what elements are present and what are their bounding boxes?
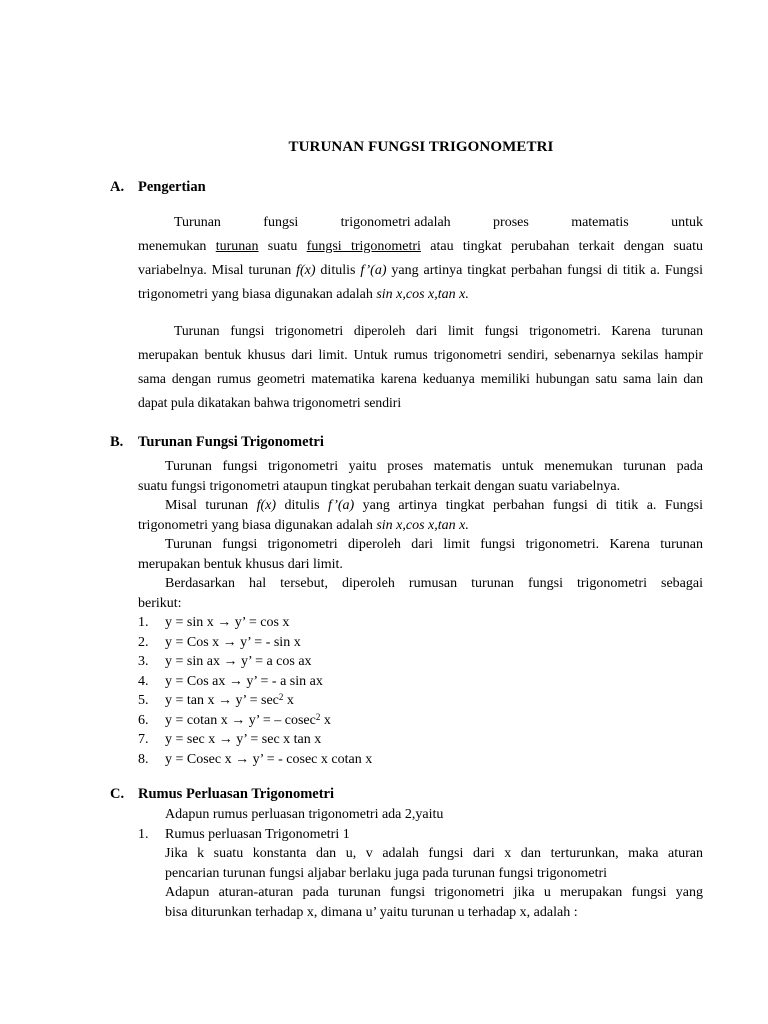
paragraph-line: trigonometri yang biasa digunakan adalah sin x,cos x,tan x.: [138, 517, 469, 533]
paragraph-line: berikut:: [138, 595, 182, 611]
paragraph-line: pencarian turunan fungsi aljabar berlaku juga pada turunan fungsi trigonometri: [165, 865, 608, 881]
link-turunan[interactable]: turunan: [215, 239, 259, 254]
section-c-letter: C.: [110, 786, 125, 802]
paragraph-line: bisa diturunkan terhadap x, dimana u’ yaitu turunan u terhadap x, adalah :: [165, 904, 578, 920]
document-title: TURUNAN FUNGSI TRIGONOMETRI: [288, 139, 554, 155]
paragraph-line: suatu fungsi trigonometri ataupun tingkat perubahan terkait dengan suatu variabelnya.: [138, 478, 621, 494]
paragraph-line: Turunan fungsi trigonometri adalah proses matematis untuk: [174, 215, 703, 230]
section-a-title: Pengertian: [138, 179, 206, 195]
section-a-paragraph-1: [138, 211, 703, 307]
section-b-letter: B.: [110, 434, 124, 450]
paragraph-line: Jika k suatu konstanta dan u, v adalah fungsi dari x dan terturunkan, maka aturan: [165, 846, 703, 861]
section-c-heading: [110, 786, 334, 803]
section-a-letter: A.: [110, 179, 125, 195]
paragraph-line: trigonometri yang biasa digunakan adalah sin x,cos x,tan x.: [138, 287, 469, 302]
paragraph-line: Adapun aturan-aturan pada turunan fungsi trigonometri jika u merupakan fungsi yang: [165, 885, 703, 900]
paragraph-line: Misal turunan f(x) ditulis f’(a) yang artinya tingkat perbahan fungsi di titik a. Fungsi: [165, 498, 704, 513]
paragraph-line: Turunan fungsi trigonometri yaitu proses matematis untuk menemukan turunan pada: [165, 459, 703, 474]
section-b-title: Turunan Fungsi Trigonometri: [138, 434, 324, 450]
paragraph-line: Turunan fungsi trigonometri diperoleh dari limit fungsi trigonometri. Karena turunan: [165, 537, 703, 552]
formula-item: 2. y = Cos x → y’ = - sin x: [138, 634, 301, 650]
formula-item: 4. y = Cos ax → y’ = - a sin ax: [138, 673, 323, 689]
section-c-item-1: 1. Rumus perluasan Trigonometri 1: [138, 826, 350, 842]
section-a-paragraph-2: [138, 319, 703, 415]
formula-item: 5. y = tan x → y’ = $\sec^2 x$: [138, 692, 294, 708]
section-c-intro-block: [138, 805, 443, 844]
section-c-paragraphs: [165, 844, 703, 922]
paragraph-line: Turunan fungsi trigonometri diperoleh dari limit fungsi trigonometri. Karena turunan: [174, 323, 703, 338]
paragraph-line: menemukan turunan suatu fungsi trigonometri atau tingkat perubahan terkait dengan suatu: [138, 239, 703, 254]
paragraph-line: merupakan bentuk khusus dari limit.: [138, 556, 343, 572]
section-b-heading: [110, 434, 324, 451]
paragraph-line: merupakan bentuk khusus dari limit. Untuk rumus trigonometri sendiri, sebenarnya sekilas hampir: [138, 347, 703, 362]
formula-item: 8. y = Cosec x → y’ = - cosec x cotan x: [138, 751, 373, 767]
formula-list: [138, 613, 372, 769]
section-c-title: Rumus Perluasan Trigonometri: [138, 786, 335, 802]
section-c-intro: Adapun rumus perluasan trigonometri ada 2,yaitu: [165, 807, 444, 822]
formula-item: 3. y = sin ax → y’ = a cos ax: [138, 654, 312, 669]
paragraph-line: variabelnya. Misal turunan f(x) ditulis f’(a) yang artinya tingkat perbahan fungsi di titik a. Fungsi: [138, 263, 704, 278]
formula-item: 7. y = sec x → y’ = sec x tan x: [138, 732, 322, 747]
paragraph-line: dapat pula dikatakan bahwa trigonometri sendiri: [138, 395, 402, 410]
section-a-heading: [110, 179, 206, 196]
paragraph-line: Berdasarkan hal tersebut, diperoleh rumusan turunan fungsi trigonometri sebagai: [165, 576, 703, 591]
link-fungsi-trigonometri[interactable]: fungsi trigonometri: [306, 239, 421, 254]
formula-item: 1. y = sin x → y’ = cos x: [138, 615, 290, 630]
formula-item: 6. y = cotan x → y’ = – cosec$^2$ x: [138, 711, 331, 728]
section-b-paragraphs: [138, 457, 703, 613]
paragraph-line: sama dengan rumus geometri matematika karena keduanya memiliki hubungan satu sama lain dan: [138, 371, 703, 386]
